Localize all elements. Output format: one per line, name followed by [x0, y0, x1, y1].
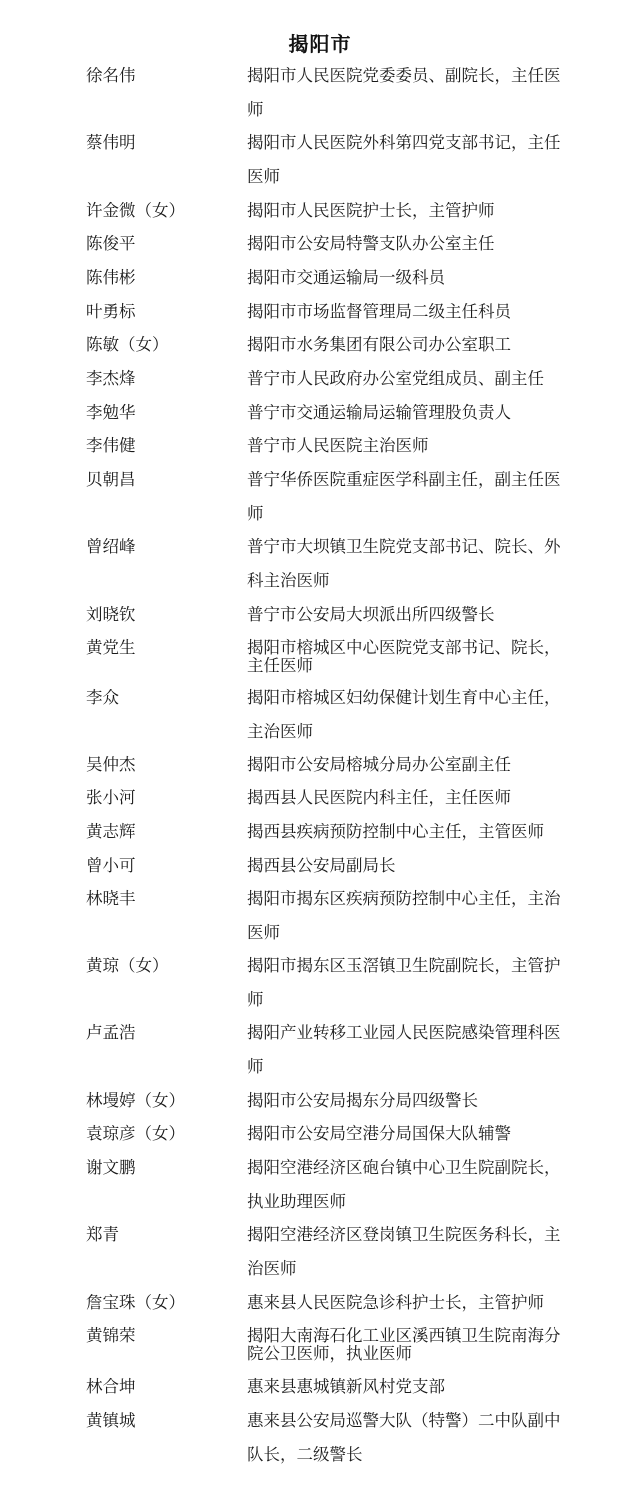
person-position: 普宁市大坝镇卫生院党支部书记、院长、外科主治医师	[247, 537, 561, 590]
person-position: 揭西县公安局副局长	[247, 856, 396, 875]
person-name: 卢孟浩	[86, 1023, 136, 1042]
person-name: 张小河	[86, 788, 136, 807]
person-name: 刘晓钦	[86, 605, 136, 624]
person-name: 李杰烽	[86, 369, 136, 388]
person-name: 李伟健	[86, 436, 136, 455]
person-name: 曾小可	[86, 856, 136, 875]
person-name: 叶勇标	[86, 302, 136, 321]
person-position: 惠来县惠城镇新风村党支部	[247, 1377, 445, 1396]
person-name: 蔡伟明	[86, 133, 136, 152]
person-name: 郑青	[86, 1225, 119, 1244]
person-position: 揭阳市公安局揭东分局四级警长	[247, 1091, 478, 1110]
person-position: 惠来县公安局巡警大队（特警）二中队副中队长，二级警长	[247, 1411, 561, 1464]
person-name: 林晓丰	[86, 889, 136, 908]
person-position: 揭阳市交通运输局一级科员	[247, 268, 445, 287]
person-name: 詹宝珠（女）	[86, 1293, 185, 1312]
person-position: 普宁市人民政府办公室党组成员、副主任	[247, 369, 544, 388]
person-position: 揭阳市人民医院外科第四党支部书记，主任医师	[247, 133, 561, 186]
person-position: 揭阳市榕城区妇幼保健计划生育中心主任，主治医师	[247, 688, 561, 741]
person-name: 吴仲杰	[86, 755, 136, 774]
person-position: 揭阳市水务集团有限公司办公室职工	[247, 335, 511, 354]
person-position: 揭阳市揭东区玉滘镇卫生院副院长，主管护师	[247, 956, 561, 1009]
person-name: 徐名伟	[86, 66, 136, 85]
person-position: 普宁市交通运输局运输管理股负责人	[247, 403, 511, 422]
person-position: 揭阳市公安局特警支队办公室主任	[247, 234, 495, 253]
person-name: 黄锦荣	[86, 1326, 136, 1345]
person-position: 揭西县人民医院内科主任，主任医师	[247, 788, 511, 807]
person-name: 黄琼（女）	[86, 956, 169, 975]
person-position: 揭西县疾病预防控制中心主任，主管医师	[247, 822, 544, 841]
person-name: 贝朝昌	[86, 470, 136, 489]
person-position: 揭阳产业转移工业园人民医院感染管理科医师	[247, 1023, 561, 1076]
person-position: 普宁市人民医院主治医师	[247, 436, 429, 455]
person-position: 揭阳市市场监督管理局二级主任科员	[247, 302, 511, 321]
person-position: 揭阳市揭东区疾病预防控制中心主任，主治医师	[247, 889, 561, 942]
person-name: 袁琼彦（女）	[86, 1124, 185, 1143]
person-name: 黄党生	[86, 638, 136, 657]
person-name: 黄镇城	[86, 1411, 136, 1430]
page-title: 揭阳市	[288, 32, 352, 56]
person-position: 揭阳市榕城区中心医院党支部书记、院长，主任医师	[247, 638, 561, 675]
person-name: 林墁婷（女）	[86, 1091, 185, 1110]
person-position: 揭阳大南海石化工业区溪西镇卫生院南海分院公卫医师，执业医师	[247, 1326, 561, 1363]
person-position: 揭阳市公安局空港分局国保大队辅警	[247, 1124, 511, 1143]
person-name: 曾绍峰	[86, 537, 136, 556]
person-name: 黄志辉	[86, 822, 136, 841]
person-name: 陈敏（女）	[86, 335, 169, 354]
person-name: 陈俊平	[86, 234, 136, 253]
person-position: 普宁市公安局大坝派出所四级警长	[247, 605, 495, 624]
person-position: 惠来县人民医院急诊科护士长，主管护师	[247, 1293, 544, 1312]
person-name: 谢文鹏	[86, 1158, 136, 1177]
person-position: 揭阳市人民医院党委委员、副院长，主任医师	[247, 66, 561, 119]
person-name: 林合坤	[86, 1377, 136, 1396]
person-position: 揭阳市公安局榕城分局办公室副主任	[247, 755, 511, 774]
person-position: 揭阳空港经济区砲台镇中心卫生院副院长，执业助理医师	[247, 1158, 561, 1211]
person-name: 李众	[86, 688, 119, 707]
person-position: 揭阳空港经济区登岗镇卫生院医务科长，主治医师	[247, 1225, 561, 1278]
person-position: 揭阳市人民医院护士长，主管护师	[247, 201, 495, 220]
person-name: 许金微（女）	[86, 201, 185, 220]
person-position: 普宁华侨医院重症医学科副主任，副主任医师	[247, 470, 561, 523]
person-name: 李勉华	[86, 403, 136, 422]
person-name: 陈伟彬	[86, 268, 136, 287]
